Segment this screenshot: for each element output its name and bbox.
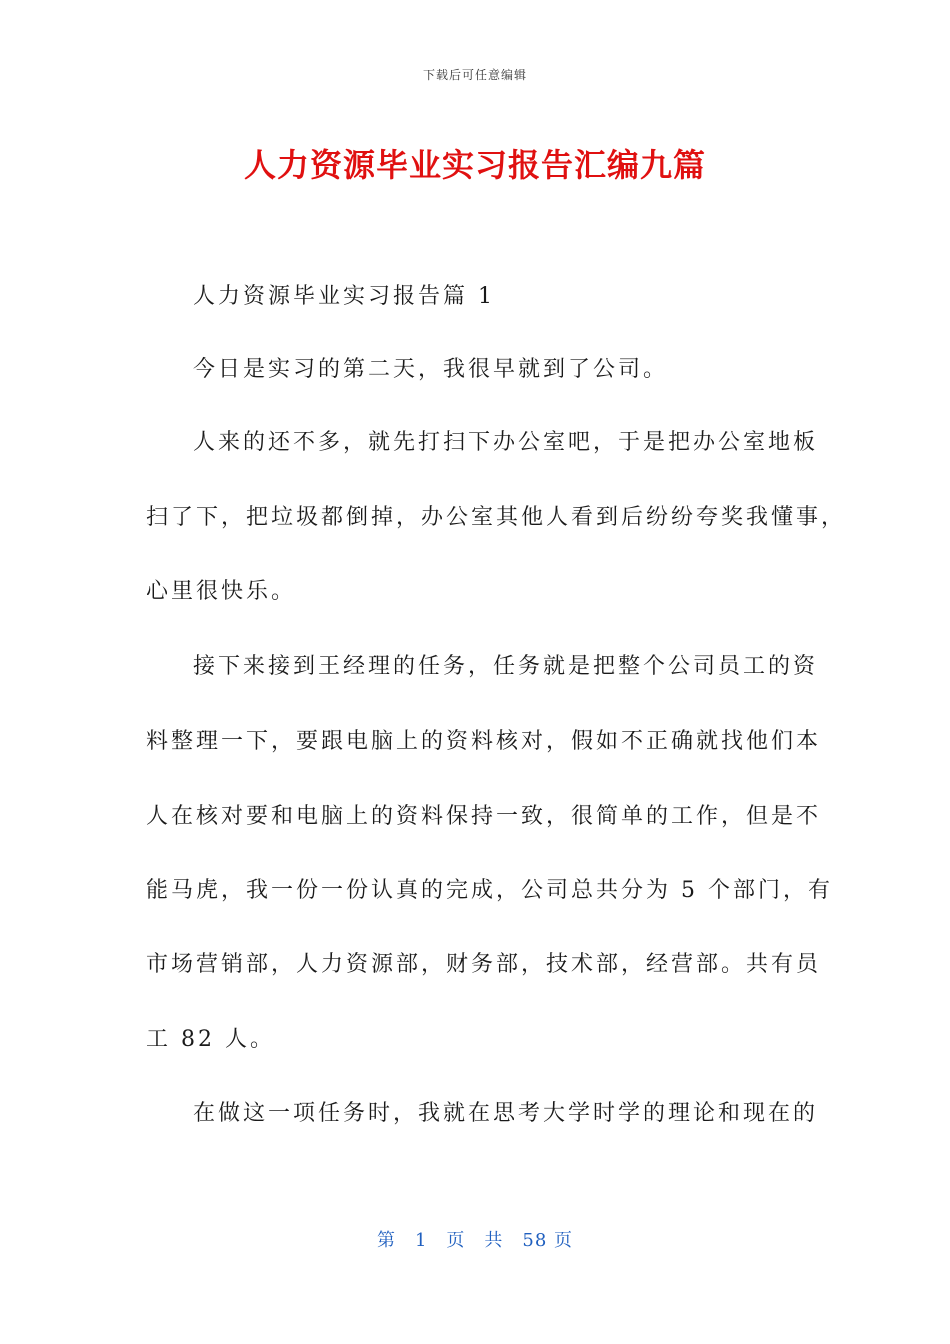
header-note: 下载后可任意编辑 (422, 68, 527, 82)
page-number: 第 1 页 共 58 页 (376, 1230, 574, 1251)
paragraph-line: 人来的还不多，就先打扫下办公室吧，于是把办公室地板 (193, 430, 819, 455)
paragraph-line: 扫了下，把垃圾都倒掉，办公室其他人看到后纷纷夸奖我懂事， (146, 505, 847, 530)
paragraph-line: 料整理一下，要跟电脑上的资料核对，假如不正确就找他们本 (146, 729, 822, 754)
section-heading: 人力资源毕业实习报告篇 1 (193, 284, 495, 309)
document-title: 人力资源毕业实习报告汇编九篇 (243, 146, 706, 184)
paragraph-line: 市场营销部，人力资源部，财务部，技术部，经营部。共有员 (146, 952, 822, 977)
paragraph-line: 能马虎，我一份一份认真的完成，公司总共分为 5 个部门，有 (146, 878, 833, 903)
paragraph-line: 接下来接到王经理的任务，任务就是把整个公司员工的资 (193, 654, 819, 679)
paragraph-line: 今日是实习的第二天，我很早就到了公司。 (193, 357, 669, 382)
paragraph-line: 在做这一项任务时，我就在思考大学时学的理论和现在的 (193, 1101, 819, 1126)
paragraph-line: 人在核对要和电脑上的资料保持一致，很简单的工作，但是不 (146, 804, 822, 829)
paragraph-line: 心里很快乐。 (146, 579, 297, 604)
paragraph-line: 工 82 人。 (146, 1027, 275, 1052)
